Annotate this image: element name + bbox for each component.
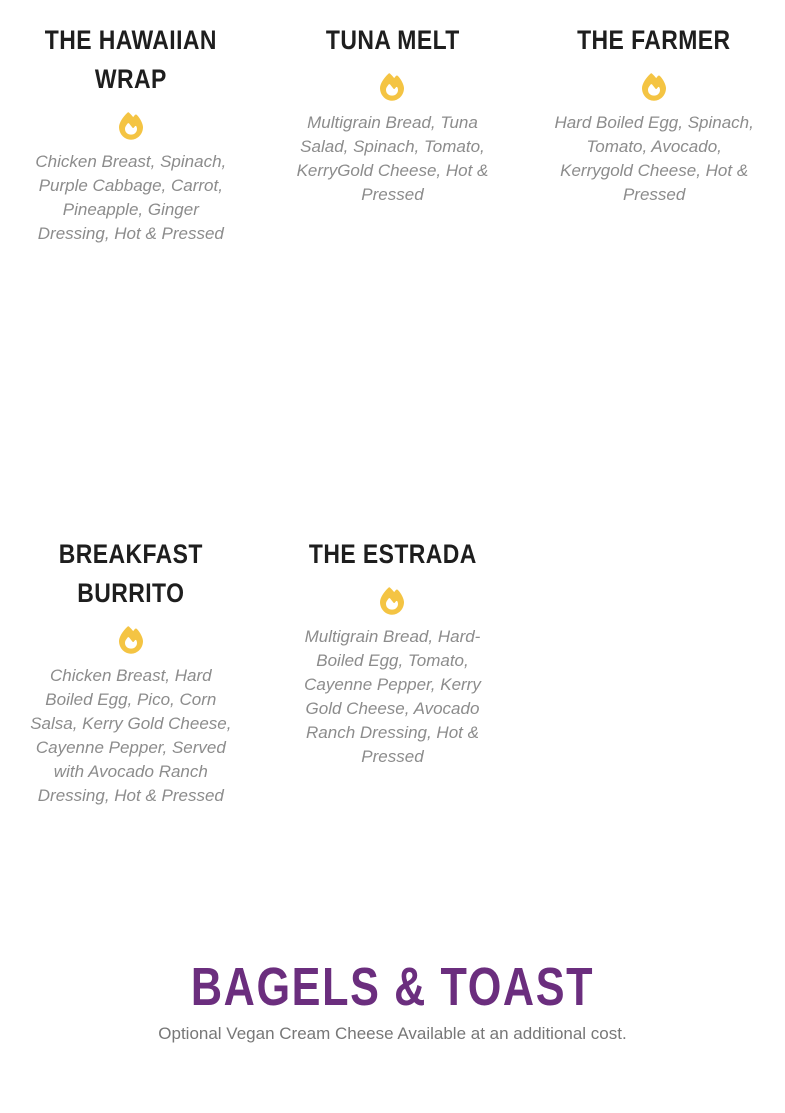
menu-item: [523, 0, 785, 514]
flame-icon: [533, 73, 775, 101]
flame-icon: [10, 626, 252, 654]
section-header: [0, 955, 785, 1046]
menu-item: [0, 514, 262, 955]
flame-icon: [272, 587, 514, 615]
menu-item-title: BREAKFAST BURRITO: [58, 539, 203, 608]
flame-icon: [10, 112, 252, 140]
menu-item-title: THE FARMER: [577, 25, 731, 55]
menu-item-description: Chicken Breast, Hard Boiled Egg, Pico, Corn Salsa, Kerry Gold Cheese, Cayenne Pepper, Served with Avocado Ranch Dressing, Hot & Pressed: [30, 666, 232, 805]
menu-item-title: TUNA MELT: [325, 25, 460, 55]
section-subtitle: Optional Vegan Cream Cheese Available at an additional cost.: [158, 1024, 627, 1043]
menu-item-title: THE HAWAIIAN WRAP: [44, 25, 217, 94]
menu-item-description: Hard Boiled Egg, Spinach, Tomato, Avocado, Kerrygold Cheese, Hot & Pressed: [554, 113, 754, 204]
menu-item: [0, 0, 262, 514]
menu-item-description: Multigrain Bread, Tuna Salad, Spinach, Tomato, KerryGold Cheese, Hot & Pressed: [296, 113, 489, 204]
menu-item-description: Multigrain Bread, Hard-Boiled Egg, Tomato, Cayenne Pepper, Kerry Gold Cheese, Avocado Ranch Dressing, Hot & Pressed: [304, 627, 481, 766]
menu-item: [262, 514, 524, 955]
menu-item-description: Chicken Breast, Spinach, Purple Cabbage, Carrot, Pineapple, Ginger Dressing, Hot & Pressed: [35, 152, 227, 243]
menu-item: [262, 0, 524, 514]
menu-item-title: THE ESTRADA: [308, 539, 477, 569]
section-title: BAGELS & TOAST: [190, 957, 595, 1017]
flame-icon: [272, 73, 514, 101]
